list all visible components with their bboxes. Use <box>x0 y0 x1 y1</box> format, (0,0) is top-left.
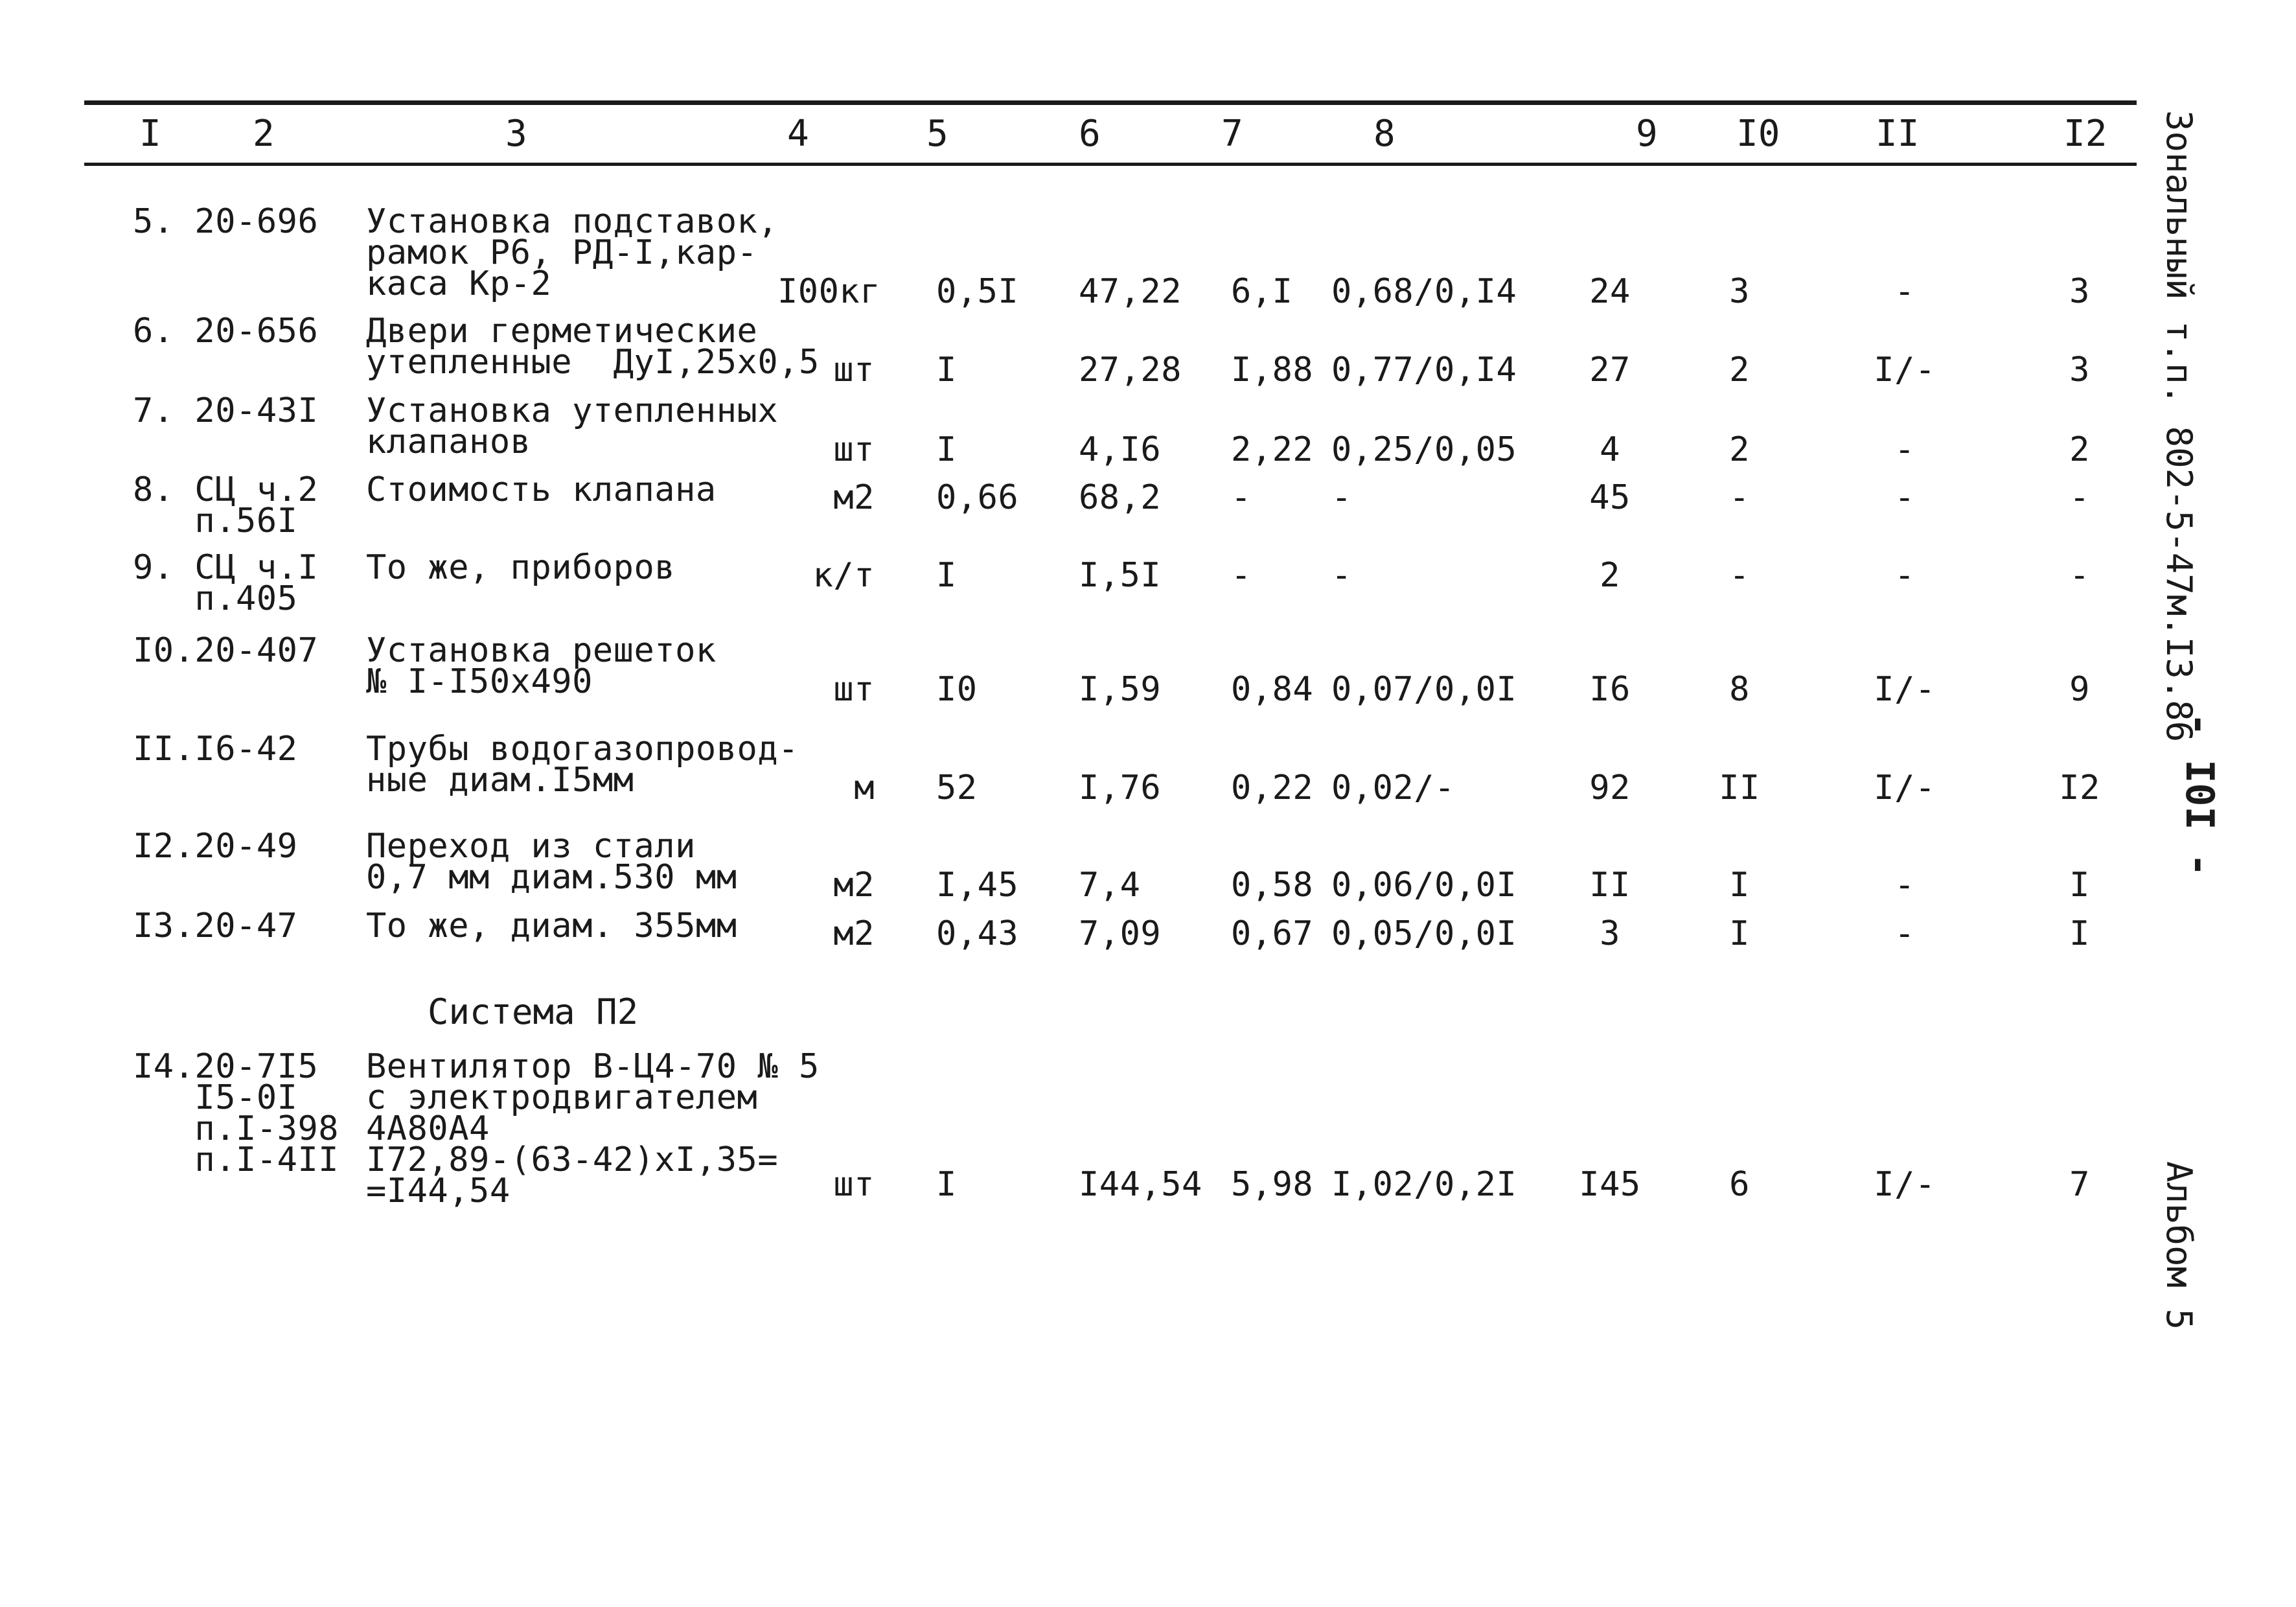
cell-c11: I/- <box>1874 769 1936 807</box>
header-col-12: I2 <box>2063 113 2107 155</box>
section-title: Система П2 <box>428 991 639 1032</box>
cell-description: Стоимость клапана <box>366 470 717 509</box>
cell-c4: шт <box>833 670 875 709</box>
table-top-rule <box>84 100 2137 105</box>
cell-c10: 8 <box>1729 670 1750 709</box>
cell-description: Установка утепленных <box>366 391 779 430</box>
cell-c5: 52 <box>936 769 978 807</box>
cell-c8: 0,68/0,I4 <box>1331 272 1517 311</box>
cell-c4: м2 <box>833 478 875 517</box>
cell-c11: - <box>1894 272 1915 311</box>
cell-description: № I-I50х490 <box>366 662 593 701</box>
cell-c10: 2 <box>1729 351 1750 389</box>
cell-c11: - <box>1894 556 1915 595</box>
header-col-10: I0 <box>1736 113 1780 155</box>
cell-c8: 0,07/0,0I <box>1331 670 1517 709</box>
cell-c12: 3 <box>2069 351 2090 389</box>
header-col-7: 7 <box>1221 113 1243 155</box>
header-col-4: 4 <box>787 113 809 155</box>
cell-c8: 0,77/0,I4 <box>1331 351 1517 389</box>
cell-description: каса Кр-2 <box>366 264 552 303</box>
cell-description: 4А80А4 <box>366 1109 490 1148</box>
cell-c9: 2 <box>1600 556 1620 595</box>
cell-c4: м2 <box>833 866 875 905</box>
header-col-11: II <box>1876 113 1920 155</box>
cell-code: 9. СЦ ч.I <box>133 548 319 587</box>
cell-c4: м <box>854 769 875 807</box>
cell-code: I5-0I <box>133 1078 298 1117</box>
cell-description: 0,7 мм диам.530 мм <box>366 858 737 897</box>
cell-c7: - <box>1231 556 1252 595</box>
cell-code: п.I-398 <box>133 1109 339 1148</box>
cell-c7: 6,I <box>1231 272 1293 311</box>
cell-code: I4.20-7I5 <box>133 1047 319 1086</box>
cell-c10: 6 <box>1729 1165 1750 1204</box>
cell-c5: I <box>936 430 957 469</box>
cell-c11: I/- <box>1874 351 1936 389</box>
cell-c7: 0,84 <box>1231 670 1314 709</box>
cell-c4: к/т <box>812 556 875 595</box>
cell-c4: шт <box>833 351 875 389</box>
cell-description: утепленные ДуI,25х0,5 <box>366 343 820 382</box>
cell-c11: - <box>1894 866 1915 905</box>
cell-c6: 27,28 <box>1079 351 1182 389</box>
cell-c7: I,88 <box>1231 351 1314 389</box>
cell-c9: 45 <box>1589 478 1631 517</box>
cell-c8: - <box>1331 556 1352 595</box>
cell-code: I2.20-49 <box>133 827 298 866</box>
header-col-3: 3 <box>505 113 527 155</box>
cell-c11: I/- <box>1874 670 1936 709</box>
cell-c8: - <box>1331 478 1352 517</box>
cell-code: 5. 20-696 <box>133 202 319 241</box>
cell-code: 6. 20-656 <box>133 312 319 351</box>
header-col-2: 2 <box>253 113 275 155</box>
cell-description: =I44,54 <box>366 1172 511 1210</box>
cell-c5: 0,43 <box>936 914 1019 953</box>
cell-c7: 0,67 <box>1231 914 1314 953</box>
cell-c7: 0,58 <box>1231 866 1314 905</box>
cell-c11: - <box>1894 914 1915 953</box>
cell-c9: 27 <box>1589 351 1631 389</box>
cell-description: с электродвигателем <box>366 1078 758 1117</box>
cell-c5: I,45 <box>936 866 1019 905</box>
cell-c6: I44,54 <box>1079 1165 1202 1204</box>
cell-c12: 2 <box>2069 430 2090 469</box>
cell-c5: 0,5I <box>936 272 1019 311</box>
cell-code: I0.20-407 <box>133 631 319 670</box>
cell-c9: 3 <box>1600 914 1620 953</box>
side-album-label: Альбом 5 <box>2159 1161 2199 1330</box>
cell-c7: 0,22 <box>1231 769 1314 807</box>
cell-c6: I,5I <box>1079 556 1162 595</box>
cell-description: То же, диам. 355мм <box>366 907 737 945</box>
cell-c5: I <box>936 1165 957 1204</box>
cell-c5: 0,66 <box>936 478 1019 517</box>
cell-c6: I,59 <box>1079 670 1162 709</box>
cell-code: I3.20-47 <box>133 907 298 945</box>
cell-code-ref: п.405 <box>133 579 298 618</box>
cell-c8: 0,05/0,0I <box>1331 914 1517 953</box>
cell-c11: - <box>1894 430 1915 469</box>
header-col-1: I <box>139 113 161 155</box>
cell-c7: 2,22 <box>1231 430 1314 469</box>
cell-c9: 4 <box>1600 430 1620 469</box>
cell-code: п.I-4II <box>133 1140 339 1179</box>
cell-description: рамок Р6, РД-I,кар- <box>366 233 758 272</box>
cell-c5: I <box>936 351 957 389</box>
header-col-8: 8 <box>1373 113 1395 155</box>
cell-c8: 0,25/0,05 <box>1331 430 1517 469</box>
cell-c12: 7 <box>2069 1165 2090 1204</box>
cell-c6: 7,4 <box>1079 866 1141 905</box>
cell-code: 7. 20-43I <box>133 391 319 430</box>
cell-c9: I6 <box>1589 670 1631 709</box>
cell-c6: 68,2 <box>1079 478 1162 517</box>
cell-description: Трубы водогазопровод- <box>366 730 799 769</box>
cell-description: Установка подставок, <box>366 202 779 241</box>
cell-c5: I <box>936 556 957 595</box>
cell-c4: шт <box>833 1165 875 1204</box>
cell-c9: 92 <box>1589 769 1631 807</box>
cell-c4: м2 <box>833 914 875 953</box>
cell-c12: I <box>2069 866 2090 905</box>
cell-c8: I,02/0,2I <box>1331 1165 1517 1204</box>
cell-c10: I <box>1729 914 1750 953</box>
cell-description: Вентилятор В-Ц4-70 № 5 <box>366 1047 820 1086</box>
cell-c6: 47,22 <box>1079 272 1182 311</box>
cell-c10: II <box>1719 769 1760 807</box>
cell-code-ref: п.56I <box>133 502 298 540</box>
cell-c6: 7,09 <box>1079 914 1162 953</box>
cell-c8: 0,02/- <box>1331 769 1455 807</box>
cell-code: 8. СЦ ч.2 <box>133 470 319 509</box>
cell-c4: I00кг <box>777 272 881 311</box>
cell-c10: 3 <box>1729 272 1750 311</box>
table-header-rule <box>84 163 2137 166</box>
page-number: - I0I - <box>2177 713 2222 877</box>
cell-description: Установка решеток <box>366 631 717 670</box>
cell-c8: 0,06/0,0I <box>1331 866 1517 905</box>
cell-c10: 2 <box>1729 430 1750 469</box>
header-col-9: 9 <box>1636 113 1658 155</box>
cell-description: Двери герметические <box>366 312 758 351</box>
cell-c10: - <box>1729 478 1750 517</box>
cell-code: II.I6-42 <box>133 730 298 769</box>
header-col-5: 5 <box>926 113 948 155</box>
side-document-code: Зональный т.п. 802-5-47м.I3.86 <box>2159 110 2199 743</box>
cell-c6: 4,I6 <box>1079 430 1162 469</box>
cell-c9: II <box>1589 866 1631 905</box>
cell-description: ные диам.I5мм <box>366 761 634 800</box>
cell-c10: I <box>1729 866 1750 905</box>
cell-c12: 9 <box>2069 670 2090 709</box>
cell-c12: 3 <box>2069 272 2090 311</box>
cell-c7: 5,98 <box>1231 1165 1314 1204</box>
cell-c12: - <box>2069 556 2090 595</box>
cell-c4: шт <box>833 430 875 469</box>
cell-c9: 24 <box>1589 272 1631 311</box>
cell-c11: I/- <box>1874 1165 1936 1204</box>
cell-c5: I0 <box>936 670 978 709</box>
cell-c11: - <box>1894 478 1915 517</box>
cell-c10: - <box>1729 556 1750 595</box>
cell-c12: I <box>2069 914 2090 953</box>
cell-c9: I45 <box>1579 1165 1641 1204</box>
cell-c7: - <box>1231 478 1252 517</box>
cell-description: То же, приборов <box>366 548 676 587</box>
cell-description: клапанов <box>366 422 531 461</box>
cell-c12: - <box>2069 478 2090 517</box>
cell-c12: I2 <box>2059 769 2100 807</box>
header-col-6: 6 <box>1079 113 1101 155</box>
cell-c6: I,76 <box>1079 769 1162 807</box>
cell-description: I72,89-(63-42)хI,35= <box>366 1140 779 1179</box>
cell-description: Переход из стали <box>366 827 696 866</box>
